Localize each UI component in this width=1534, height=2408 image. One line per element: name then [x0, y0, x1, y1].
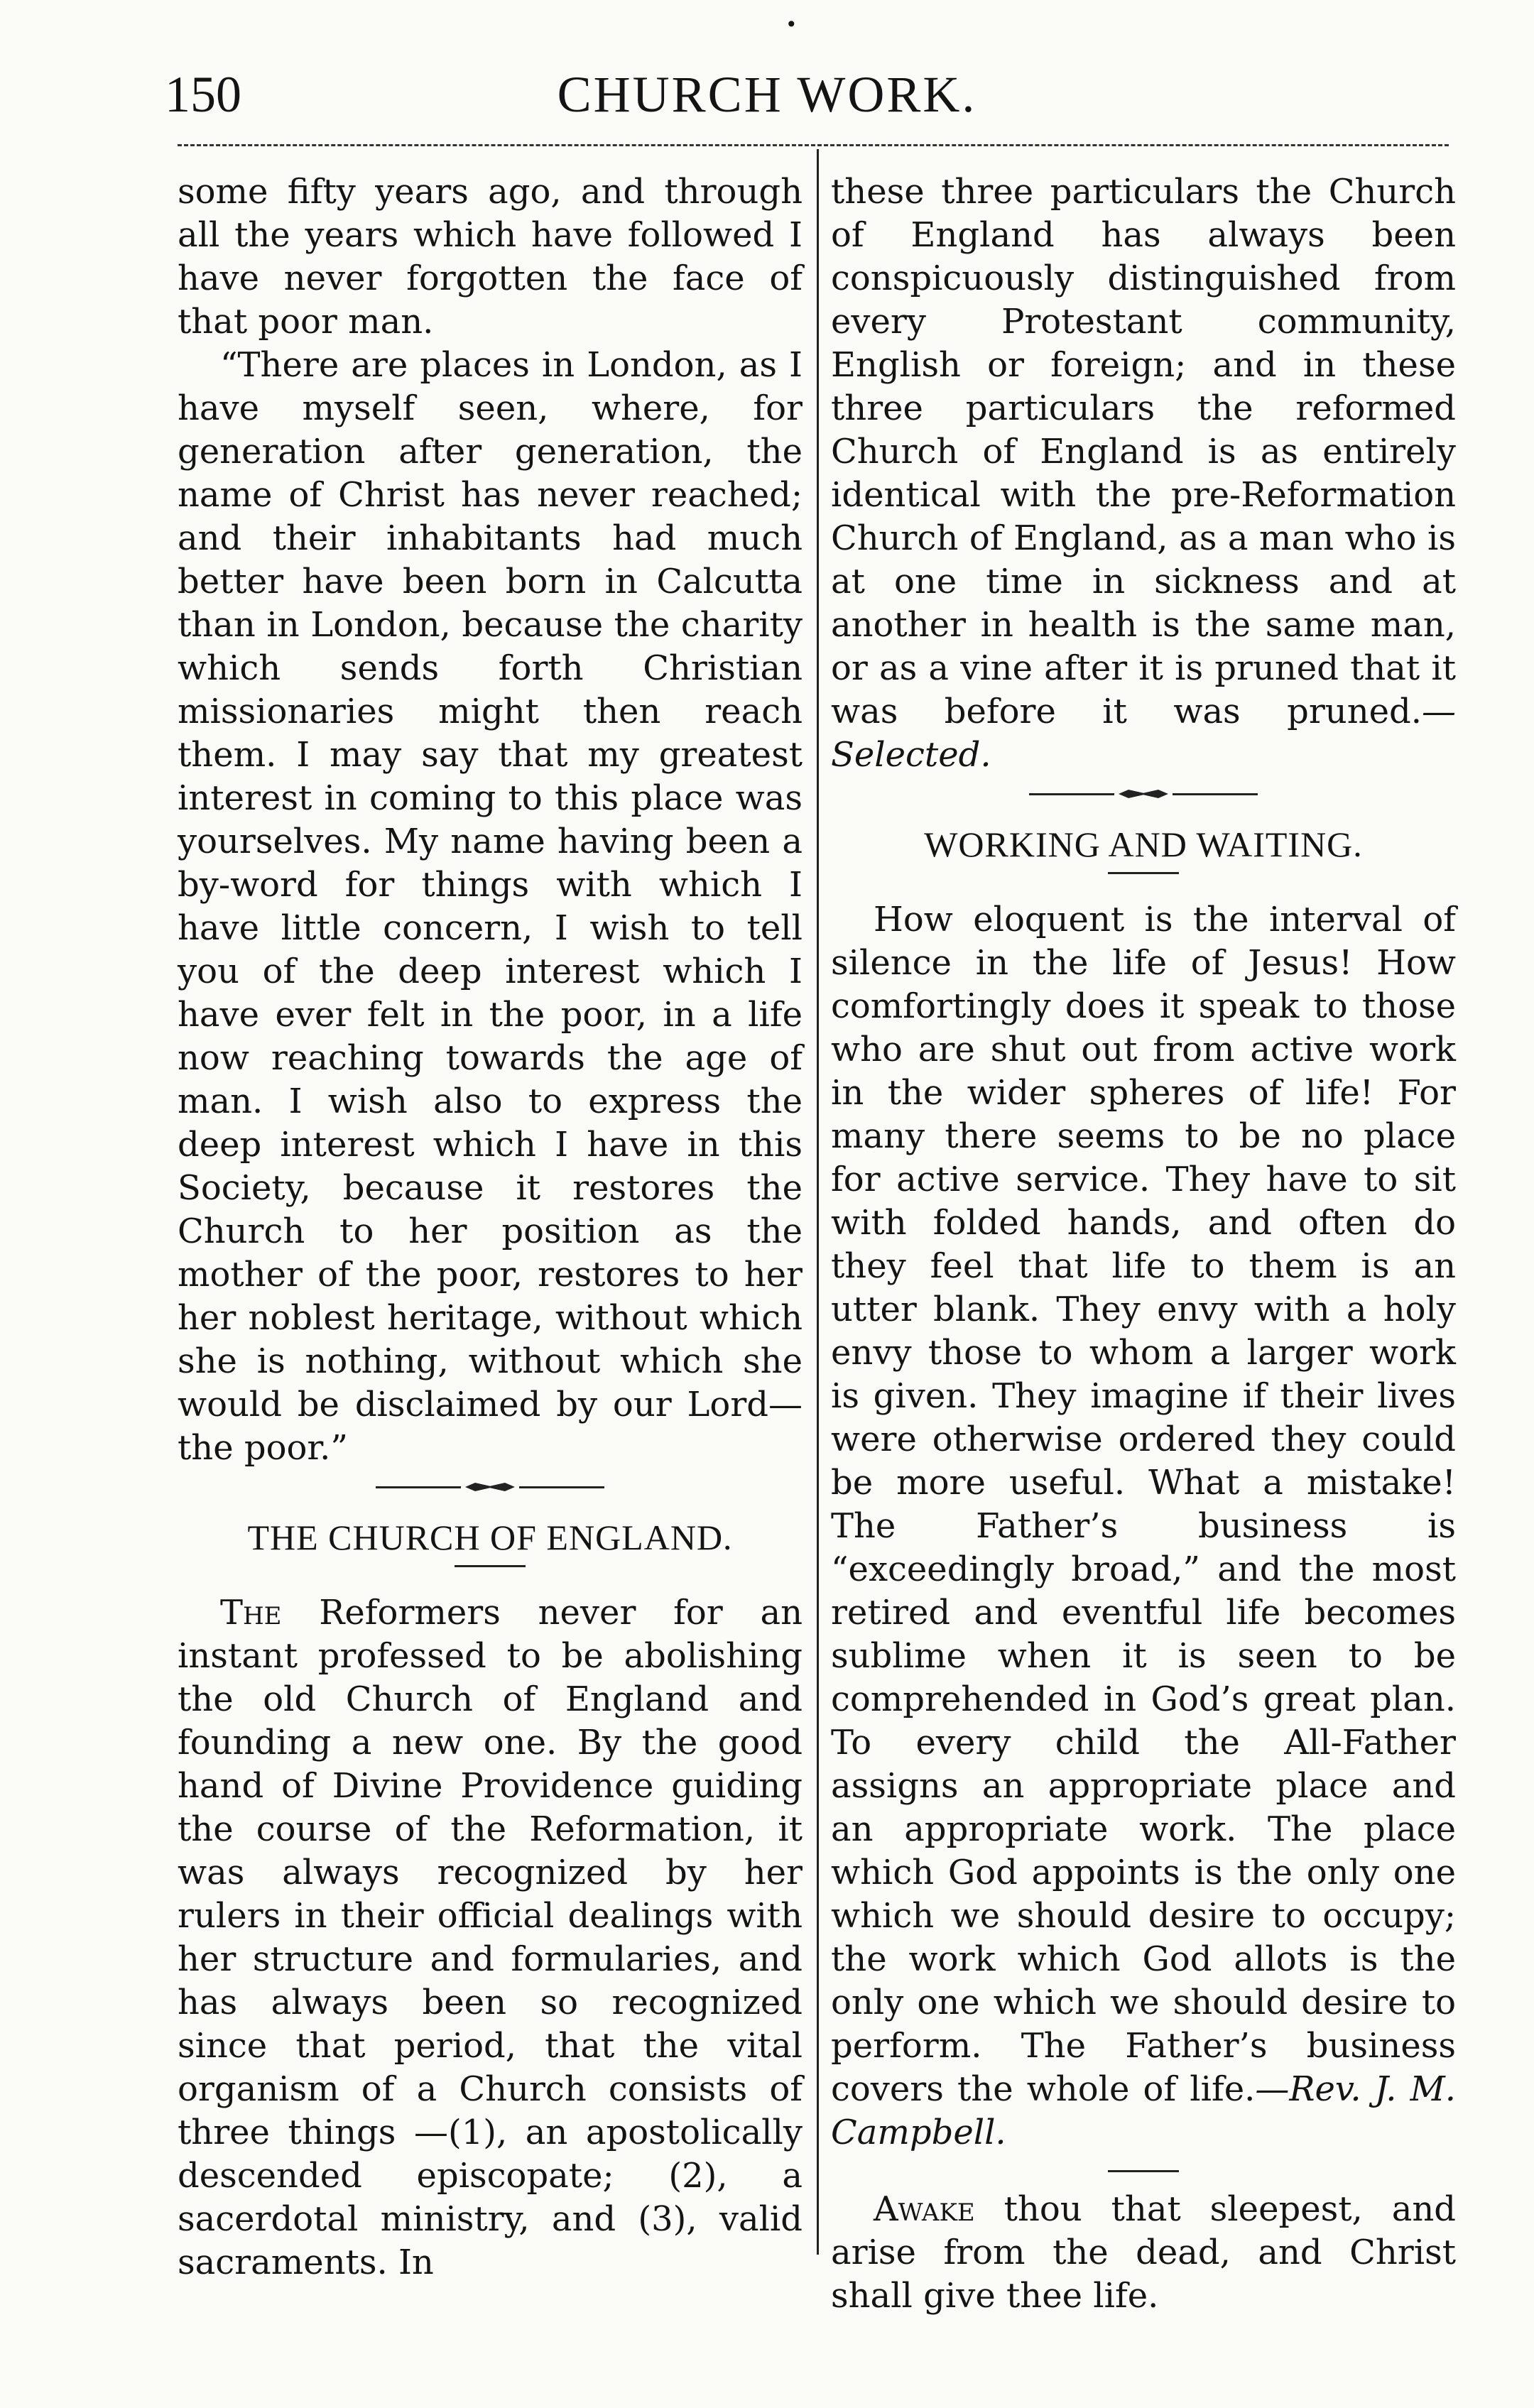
- section-title-working-and-waiting: WORKING AND WAITING.: [924, 824, 1363, 864]
- left-paragraph-1: some fifty years ago, and through all the years which have followed I have never forgotten the face of that poor man.: [178, 172, 803, 342]
- closing-rule: [1108, 2170, 1179, 2172]
- title-underline: [455, 1565, 526, 1567]
- left-column: [178, 170, 803, 2284]
- printer-mark: •: [785, 13, 798, 36]
- right-paragraph-2: [831, 898, 1456, 2154]
- section-divider-ornament: [178, 1483, 803, 1491]
- right-paragraph-3-text: thou that sleepest, and arise from the dead, and Christ shall give thee life.: [831, 2189, 1456, 2316]
- left-paragraph-3: [178, 1591, 803, 2284]
- running-title: CHURCH WORK.: [557, 66, 977, 123]
- left-paragraph-2: “There are places in London, as I have myself seen, where, for generation after generation, the name of Christ has never reached; and their inhabitants had much better have been born in Calcutta than in London, because the charity which sends forth Christian missionaries might then reach them. I may say that my greatest interest in coming to this place was yourselves. My name having been a by-word for things with which I have little concern, I wish to tell you of the deep interest which I have ever felt in the poor, in a life now reaching towards the age of man. I wish also to express the deep interest which I have in this Society, because it restores the Church to her position as the mother of the poor, restores to her her noblest heritage, without which she is nothing, without which she would be disclaimed by our Lord—the poor.”: [178, 345, 803, 1468]
- section-divider-ornament: [831, 790, 1456, 798]
- left-paragraph-3-text: Reformers never for an instant professed to be abolishing the old Church of England and founding a new one. By the good hand of Divine Providence guiding the course of the Reformation, it was always recognized by her rulers in their official dealings with her structure and formularies, and has always been so recognized since that period, that the vital organism of a Church consists of three things —(1), an apostolically descended episcopate; (2), a sacerdotal ministry, and (3), valid sacraments. In: [178, 1593, 803, 2282]
- header-rule: [178, 144, 1449, 146]
- attribution-campbell: —Rev. J. M. Campbell.: [831, 2069, 1456, 2152]
- section-title-church-of-england: THE CHURCH OF ENGLAND.: [247, 1518, 733, 1557]
- page-number: 150: [165, 66, 241, 123]
- right-column: [831, 170, 1456, 2318]
- right-paragraph-1-text: these three particulars the Church of England has always been conspicuously distinguished from every Protestant community, English or foreign; and in these three particulars the reformed Church of England is as entirely identical with the pre-Reformation Church of England, as a man who is at one time in sickness and at another in health is the same man, or as a vine after it is pruned that it was before it was pruned.: [831, 172, 1456, 731]
- right-paragraph-1: [831, 170, 1456, 777]
- column-divider: [817, 149, 819, 2255]
- right-paragraph-2-text: How eloquent is the interval of silence in the life of Jesus! How comfortingly does it speak to those who are shut out from active work in the wider spheres of life! For many there seems to be no place for active service. They have to sit with folded hands, and often do they feel that life to them is an utter blank. They envy with a holy envy those to whom a larger work is given. They imagine if their lives were otherwise ordered they could be more useful. What a mistake! The Father’s business is “exceedingly broad,” and the most retired and eventful life becomes sublime when it is seen to be comprehended in God’s great plan. To every child the All-Father assigns an appropriate place and an appropriate work. The place which God appoints is the only one which we should desire to occupy; the work which God allots is the only one which we should desire to perform. The Father’s business covers the whole of life.: [831, 900, 1456, 2109]
- right-paragraph-3: [831, 2188, 1456, 2318]
- lead-in-word: The: [220, 1593, 282, 1633]
- attribution-selected: —Selected.: [831, 692, 1456, 775]
- lead-in-word: Awake: [874, 2189, 975, 2229]
- title-underline: [1108, 872, 1179, 874]
